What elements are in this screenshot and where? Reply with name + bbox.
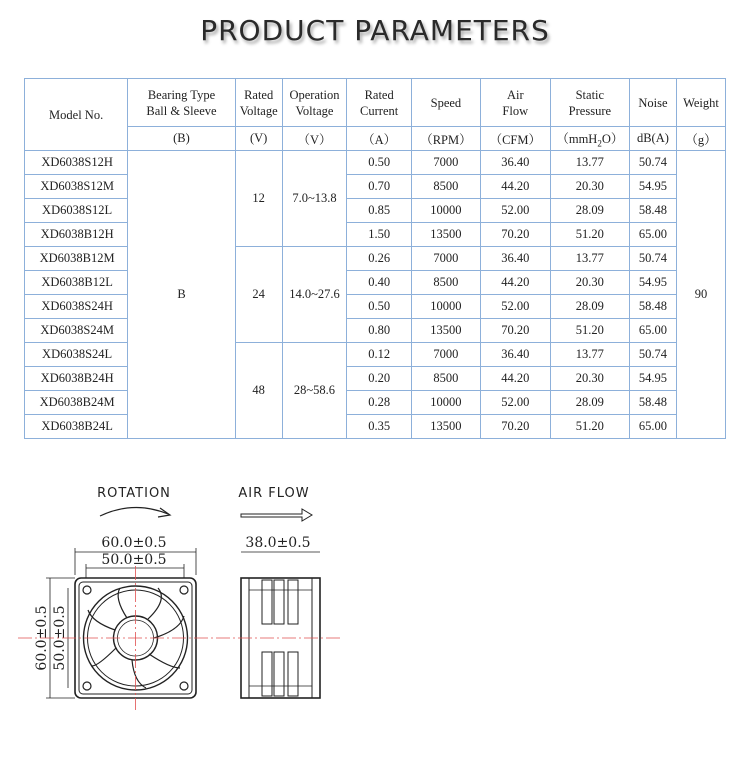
column-unit: （V） [282, 127, 347, 151]
model-cell: XD6038S12H [25, 151, 128, 175]
noise-cell: 65.00 [629, 415, 676, 439]
airflow-cell: 44.20 [480, 271, 550, 295]
pressure-cell: 51.20 [550, 223, 629, 247]
noise-cell: 50.74 [629, 247, 676, 271]
noise-cell: 54.95 [629, 175, 676, 199]
model-cell: XD6038B24H [25, 367, 128, 391]
column-header: Rated Voltage [235, 79, 282, 127]
column-unit: （RPM） [411, 127, 480, 151]
page-title: PRODUCT PARAMETERS [200, 14, 550, 47]
airflow-cell: 36.40 [480, 343, 550, 367]
airflow-arrow-icon [241, 509, 312, 521]
model-cell: XD6038B24M [25, 391, 128, 415]
model-cell: XD6038B12L [25, 271, 128, 295]
column-unit: （CFM） [480, 127, 550, 151]
column-header: Noise [629, 79, 676, 127]
column-header: Air Flow [480, 79, 550, 127]
noise-cell: 65.00 [629, 223, 676, 247]
current-cell: 0.85 [347, 199, 412, 223]
current-cell: 0.26 [347, 247, 412, 271]
rotation-label: ROTATION [97, 486, 171, 501]
current-cell: 0.12 [347, 343, 412, 367]
weight-cell: 90 [676, 151, 725, 439]
column-header: Static Pressure [550, 79, 629, 127]
current-cell: 1.50 [347, 223, 412, 247]
model-cell: XD6038B24L [25, 415, 128, 439]
rated-voltage-cell: 12 [235, 151, 282, 247]
model-cell: XD6038S24H [25, 295, 128, 319]
dim-depth: 38.0±0.5 [245, 535, 311, 551]
noise-cell: 58.48 [629, 295, 676, 319]
column-header: Speed [411, 79, 480, 127]
speed-cell: 10000 [411, 199, 480, 223]
airflow-cell: 44.20 [480, 175, 550, 199]
pressure-cell: 51.20 [550, 415, 629, 439]
column-unit: (B) [128, 127, 235, 151]
column-unit: dB(A) [629, 127, 676, 151]
column-header: Bearing Type Ball & Sleeve [128, 79, 235, 127]
airflow-cell: 36.40 [480, 151, 550, 175]
airflow-cell: 52.00 [480, 295, 550, 319]
pressure-cell: 13.77 [550, 151, 629, 175]
airflow-cell: 36.40 [480, 247, 550, 271]
current-cell: 0.40 [347, 271, 412, 295]
noise-cell: 54.95 [629, 367, 676, 391]
airflow-cell: 70.20 [480, 319, 550, 343]
pressure-cell: 20.30 [550, 367, 629, 391]
model-cell: XD6038S24M [25, 319, 128, 343]
column-header: Operation Voltage [282, 79, 347, 127]
speed-cell: 7000 [411, 343, 480, 367]
column-unit: （mmH$_2$O） [550, 127, 629, 151]
column-header: Model No. [25, 79, 128, 151]
current-cell: 0.50 [347, 295, 412, 319]
airflow-cell: 52.00 [480, 391, 550, 415]
model-cell: XD6038B12M [25, 247, 128, 271]
column-unit: （g） [676, 127, 725, 151]
table-body [25, 151, 726, 439]
airflow-cell: 52.00 [480, 199, 550, 223]
column-unit: （A） [347, 127, 412, 151]
current-cell: 0.35 [347, 415, 412, 439]
model-cell: XD6038S12L [25, 199, 128, 223]
dim-hole-height: 50.0±0.5 [52, 605, 68, 671]
parameters-table [24, 78, 726, 439]
bearing-cell: B [128, 151, 235, 439]
airflow-cell: 70.20 [480, 223, 550, 247]
dim-outer-height: 60.0±0.5 [34, 605, 50, 671]
speed-cell: 7000 [411, 151, 480, 175]
table-row [25, 151, 726, 175]
airflow-cell: 70.20 [480, 415, 550, 439]
model-cell: XD6038S12M [25, 175, 128, 199]
current-cell: 0.20 [347, 367, 412, 391]
unit-row [25, 127, 726, 151]
speed-cell: 13500 [411, 319, 480, 343]
noise-cell: 50.74 [629, 343, 676, 367]
pressure-cell: 28.09 [550, 199, 629, 223]
pressure-cell: 20.30 [550, 175, 629, 199]
pressure-cell: 13.77 [550, 247, 629, 271]
noise-cell: 50.74 [629, 151, 676, 175]
pressure-cell: 13.77 [550, 343, 629, 367]
rated-voltage-cell: 48 [235, 343, 282, 439]
current-cell: 0.70 [347, 175, 412, 199]
speed-cell: 13500 [411, 415, 480, 439]
dim-outer-width: 60.0±0.5 [101, 535, 167, 551]
rotation-arrow-icon [100, 507, 168, 516]
model-cell: XD6038B12H [25, 223, 128, 247]
speed-cell: 7000 [411, 247, 480, 271]
pressure-cell: 28.09 [550, 295, 629, 319]
operation-voltage-cell: 14.0~27.6 [282, 247, 347, 343]
noise-cell: 58.48 [629, 199, 676, 223]
column-header: Weight [676, 79, 725, 127]
column-header: Rated Current [347, 79, 412, 127]
speed-cell: 8500 [411, 175, 480, 199]
current-cell: 0.28 [347, 391, 412, 415]
model-cell: XD6038S24L [25, 343, 128, 367]
speed-cell: 8500 [411, 367, 480, 391]
current-cell: 0.80 [347, 319, 412, 343]
operation-voltage-cell: 28~58.6 [282, 343, 347, 439]
airflow-label: AIR FLOW [238, 486, 310, 501]
fan-dimension-drawing [0, 470, 750, 767]
speed-cell: 10000 [411, 295, 480, 319]
noise-cell: 65.00 [629, 319, 676, 343]
header-row [25, 79, 726, 127]
noise-cell: 54.95 [629, 271, 676, 295]
pressure-cell: 20.30 [550, 271, 629, 295]
current-cell: 0.50 [347, 151, 412, 175]
operation-voltage-cell: 7.0~13.8 [282, 151, 347, 247]
column-unit: (V) [235, 127, 282, 151]
pressure-cell: 28.09 [550, 391, 629, 415]
dim-hole-width: 50.0±0.5 [101, 552, 167, 568]
noise-cell: 58.48 [629, 391, 676, 415]
speed-cell: 13500 [411, 223, 480, 247]
airflow-cell: 44.20 [480, 367, 550, 391]
speed-cell: 10000 [411, 391, 480, 415]
pressure-cell: 51.20 [550, 319, 629, 343]
rated-voltage-cell: 24 [235, 247, 282, 343]
speed-cell: 8500 [411, 271, 480, 295]
